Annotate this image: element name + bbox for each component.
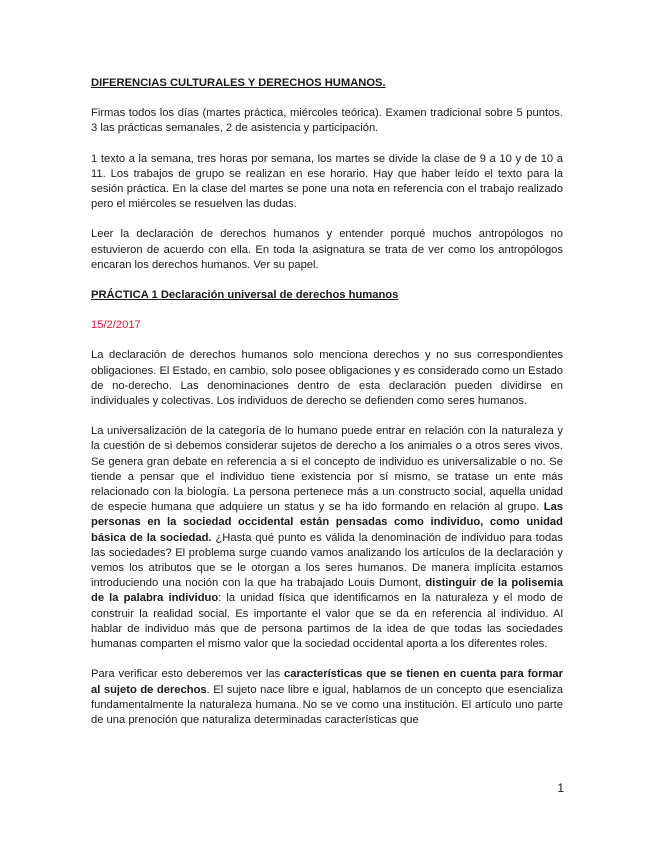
paragraph-universalization-part2: ¿Hasta qué punto es válida la denominación de individuo para todas las sociedades? El problema surge cuando vamos analizando los artículos de la declaración y vemos los atributos que se le otorgan a los seres humanos. De manera implícita estamos introduciendo una noción con la que ha trabajado Louis Dumont, — [91, 531, 563, 590]
paragraph-grading: Firmas todos los días (martes práctica, miércoles teórica). Examen tradicional sobre 5 puntos. 3 las prácticas semanales, 2 de asistencia y participación. — [91, 107, 563, 135]
paragraph-schedule: 1 texto a la semana, tres horas por semana, los martes se divide la clase de 9 a 10 y de 10 a 11. Los trabajos de grupo se realizan en ese horario. Hay que haber leído el texto para la sesión práctica. En la clase del martes se pone una nota en referencia con el trabajo realizado pero el miércoles se resuelven las dudas. — [91, 152, 563, 211]
paragraph-reading: Leer la declaración de derechos humanos y entender porqué muchos antropólogos no estuvieron de acuerdo con ella. En toda la asignatura se trata de ver como los antropólogos encaran los derechos humanos. Ver su papel. — [91, 228, 563, 271]
document-page — [91, 76, 563, 728]
paragraph-declaration: La declaración de derechos humanos solo menciona derechos y no sus correspondientes obligaciones. El Estado, en cambio, solo posee obligaciones y es considerado como un Estado de no-derecho. Las denominaciones dentro de esta declaración pueden dividirse en individuales y colectivas. Los individuos de derecho se defienden como seres humanos. — [91, 349, 563, 408]
paragraph-subject-part2: . El sujeto nace libre e igual, hablamos de un concepto que esencializa fundamentalmente la naturaleza humana. No se ve como una institución. El artículo uno parte de una prenoción que naturaliza determinadas características que — [91, 683, 563, 726]
paragraph-subject-of-rights — [91, 667, 563, 728]
paragraph-universalization-bold2: distinguir de la polisemia de la palabra individuo — [91, 577, 563, 605]
practice-heading: PRÁCTICA 1 Declaración universal de derechos humanos — [91, 289, 399, 302]
page-number: 1 — [557, 781, 564, 795]
paragraph-universalization — [91, 424, 563, 652]
paragraph-subject-part1: Para verificar esto deberemos ver las — [91, 668, 281, 681]
paragraph-universalization-part3: : la unidad física que identificamos en la naturaleza y el modo de construir la realidad social. Es importante el valor que se da en referencia al individuo. Al hablar de individuo más que de persona partimos de la idea de que todas las sociedades humanas comparten el mismo valor que la sociedad occidental aporta a los diferentes roles. — [91, 592, 563, 651]
paragraph-universalization-part1: La universalización de la categoría de lo humano puede entrar en relación con la naturaleza y la cuestión de si debemos considerar sujetos de derecho a los animales o a otros seres vivos. Se genera gran debate en referencia a si el concepto de individuo es universalizable o no. Se tiende a pensar que el individuo tiene existencia por sí mismo, se tratase un ente más relacionado con la biología. La persona pertenece más a un constructo social, aquella unidad de especie humana que adquiere un status y se ha ido formando en relación al grupo. — [91, 425, 563, 514]
paragraph-universalization-bold1: Las personas en la sociedad occidental están pensadas como individuo, como unidad básica de la sociedad. — [91, 501, 564, 544]
paragraph-subject-bold: características que se tienen en cuenta para formar al sujeto de derechos — [91, 668, 564, 696]
date-label: 15/2/2017 — [91, 319, 141, 332]
document-title: DIFERENCIAS CULTURALES Y DERECHOS HUMANOS. — [91, 77, 386, 89]
